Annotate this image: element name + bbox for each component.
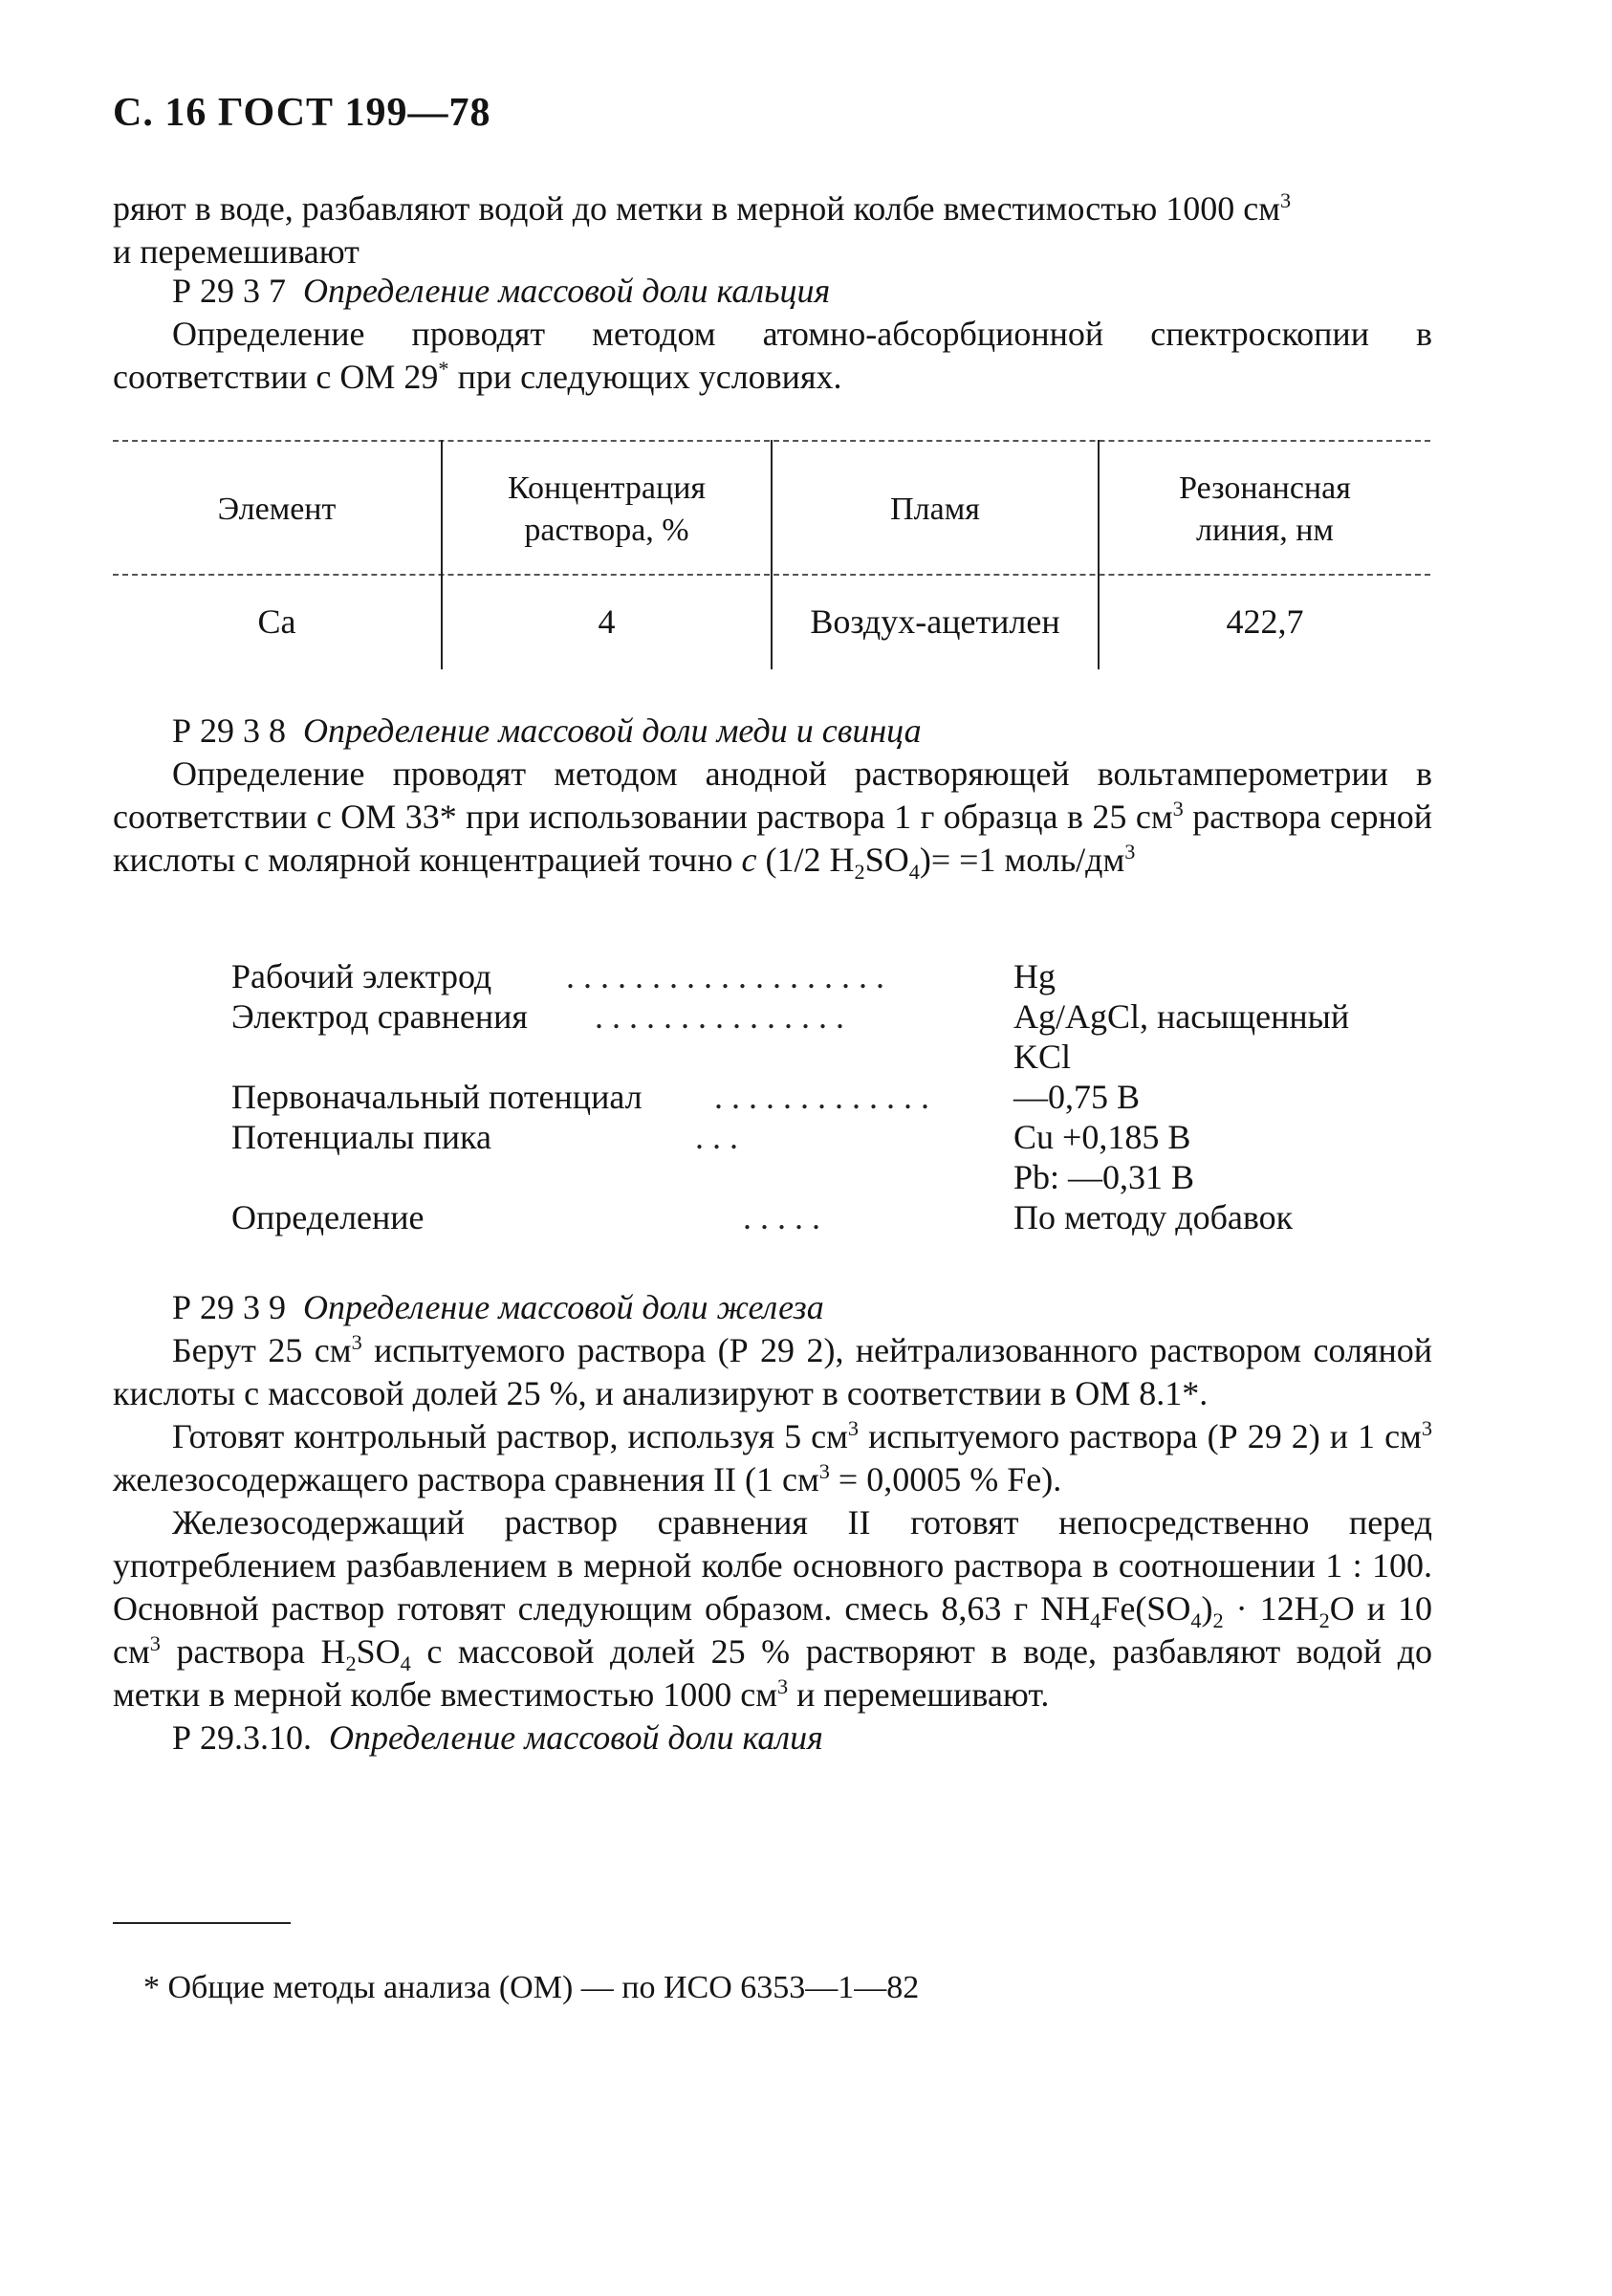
param-row: Pb: —0,31 В: [1013, 1158, 1195, 1196]
section-body: Определение проводят методом анодной растворяющей вольтамперометрии в соответствии с ОМ 33* при использовании раствора 1 г образца в 25 $см^3$ раствора серной кислоты с молярной концентрацией точно c (1/2 $H_2SO_4)= =1$ моль/$дм^3$: [113, 754, 1432, 885]
section-heading: Р 29 3 8 Определение массовой доли меди и свинца: [172, 711, 922, 750]
param-row: KCl: [1013, 1038, 1072, 1076]
param-row: Потенциалы пика . . . Cu +0,185 В: [231, 1118, 1191, 1156]
section-2937: [113, 270, 1432, 399]
table-cell-wavelength: 422,7: [1226, 602, 1304, 641]
intro-paragraph: ряют в воде, разбавляют водой до метки в мерной колбе вместимостью 1000 $см^3$ и перемешивают: [113, 188, 1292, 271]
paragraph: Железосодержащий раствор сравнения II готовят непосредственно перед употреблением разбавлением в мерной колбе основного раствора в соотношении 1 : 100. Основной раствор готовят следующим образом. смесь 8,63 г $NH_4Fe(SO_4)_2 \cdot 12H_2O$ и 10 $см^3$ раствора $H_2SO_4$ с массовой долей 25 % растворяют в воде, разбавляют водой до метки в мерной колбе вместимостью 1000 $см^3$ и перемешивают.: [113, 1503, 1432, 1714]
param-row: Первоначальный потенциал . . . . . . . . . . . . . —0,75 В: [231, 1078, 1141, 1116]
measurement-parameters: [231, 956, 1436, 1237]
table-header-cell: Пламя: [890, 491, 980, 527]
table-cell-flame: Воздух-ацетилен: [810, 602, 1060, 641]
footnote-divider: [113, 1922, 291, 1924]
section-body: Определение проводят методом атомно-абсорбционной спектроскопии в соответствии с ОМ 29* при следующих условиях.: [113, 315, 1432, 396]
param-row: Электрод сравнения . . . . . . . . . . . . . . . Ag/AgCl, насыщенный: [231, 997, 1350, 1036]
table-header-cell: Резонансная линия, нм: [1179, 470, 1351, 548]
table-cell-concentration: 4: [598, 602, 616, 641]
param-row: Рабочий электрод . . . . . . . . . . . . . . . . . . . Hg: [231, 957, 1056, 995]
param-row: Определение . . . . . По методу добавок: [231, 1198, 1294, 1236]
section-heading-29310: Р 29.3.10. Определение массовой доли калия: [172, 1718, 823, 1757]
footnote: * Общие методы анализа (ОМ) — по ИСО 6353—1—82: [143, 1970, 920, 2005]
table-cell-element: Ca: [257, 602, 296, 641]
section-heading: Р 29 3 7 Определение массовой доли кальция: [172, 272, 831, 310]
section-2939: [113, 1286, 1432, 1760]
section-2938: [113, 710, 1432, 885]
page-header: С. 16 ГОСТ 199—78: [113, 91, 491, 135]
section-heading: Р 29 3 9 Определение массовой доли железа: [172, 1288, 824, 1326]
table-header-cell: Элемент: [217, 491, 337, 527]
table-header-cell: Концентрация раствора, %: [507, 470, 707, 548]
paragraph: Берут 25 $см^3$ испытуемого раствора (Р 29 2), нейтрализованного раствором соляной кислоты с массовой долей 25 %, и анализируют в соответствии в ОМ 8.1*.: [113, 1330, 1432, 1412]
paragraph: Готовят контрольный раствор, используя 5 $см^3$ испытуемого раствора (Р 29 2) и 1 $см^3$ железосодержащего раствора сравнения II (1 $см^3 = 0,0005$ % Fe).: [113, 1416, 1432, 1498]
conditions-table: [113, 430, 1430, 669]
